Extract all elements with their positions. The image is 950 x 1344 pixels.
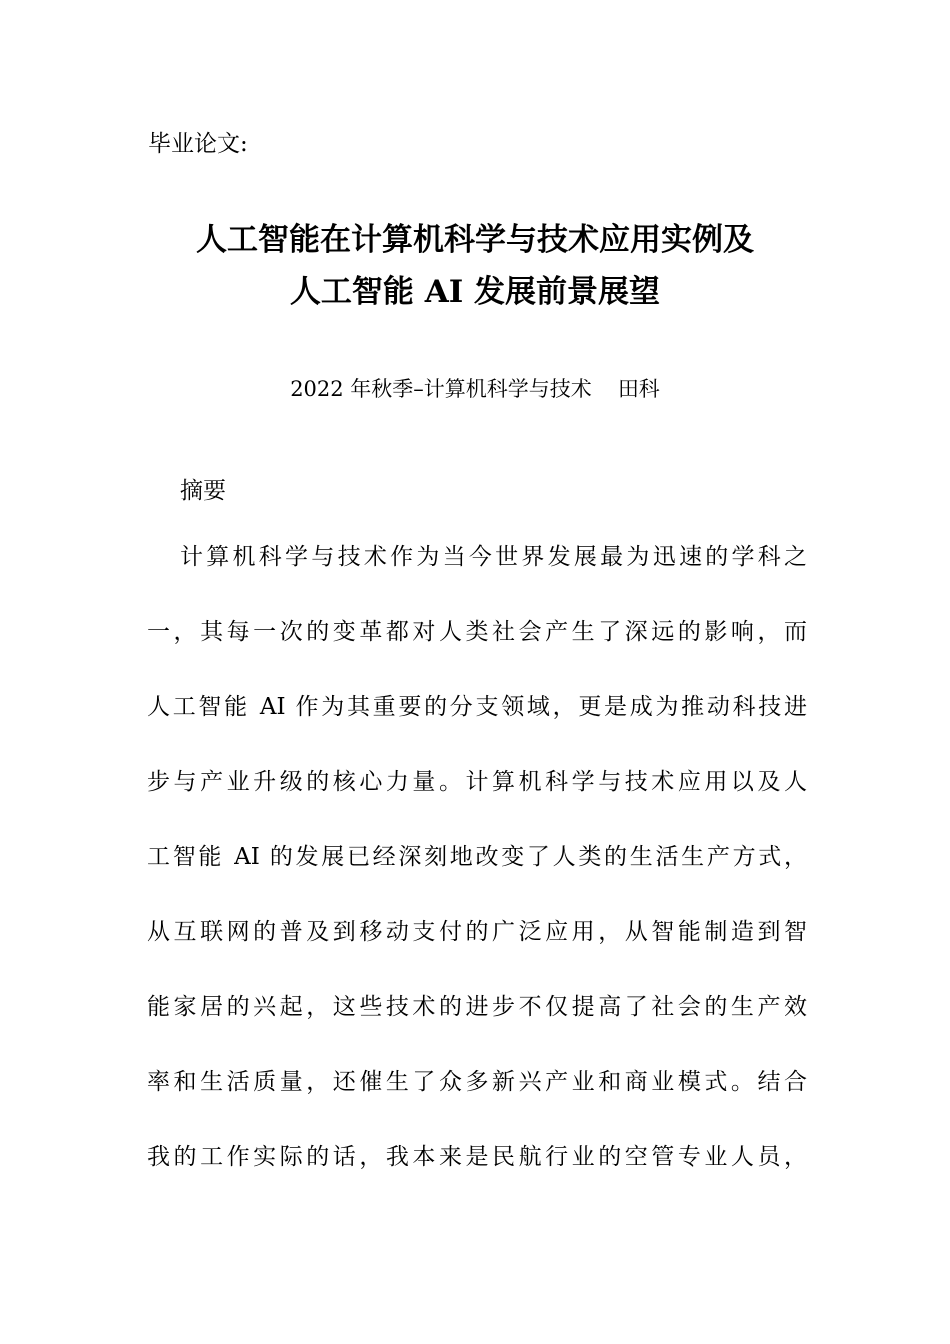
byline-author: 田科 [617, 377, 660, 401]
abstract-line: 工智能 AI 的发展已经深刻地改变了人类的生活生产方式， [147, 844, 807, 870]
abstract-line: 计算机科学与技术作为当今世界发展最为迅速的学科之 [180, 544, 807, 570]
abstract-heading: 摘要 [180, 478, 226, 504]
byline-term: 2022 年秋季–计算机科学与技术 [290, 377, 592, 401]
byline [100, 374, 850, 404]
thesis-label: 毕业论文: [148, 131, 248, 157]
abstract-line: 步与产业升级的核心力量。计算机科学与技术应用以及人 [147, 769, 807, 795]
abstract-line: 人工智能 AI 作为其重要的分支领域，更是成为推动科技进 [147, 694, 807, 720]
abstract-line: 我的工作实际的话，我本来是民航行业的空管专业人员， [147, 1144, 807, 1170]
abstract-line: 能家居的兴起，这些技术的进步不仅提高了社会的生产效 [147, 994, 807, 1020]
abstract-line: 一，其每一次的变革都对人类社会产生了深远的影响，而 [147, 619, 807, 645]
title-line-1: 人工智能在计算机科学与技术应用实例及 [196, 222, 754, 258]
abstract-line: 率和生活质量，还催生了众多新兴产业和商业模式。结合 [147, 1069, 807, 1095]
abstract-line: 从互联网的普及到移动支付的广泛应用，从智能制造到智 [147, 919, 807, 945]
title-line-2: 人工智能 AI 发展前景展望 [289, 274, 661, 310]
